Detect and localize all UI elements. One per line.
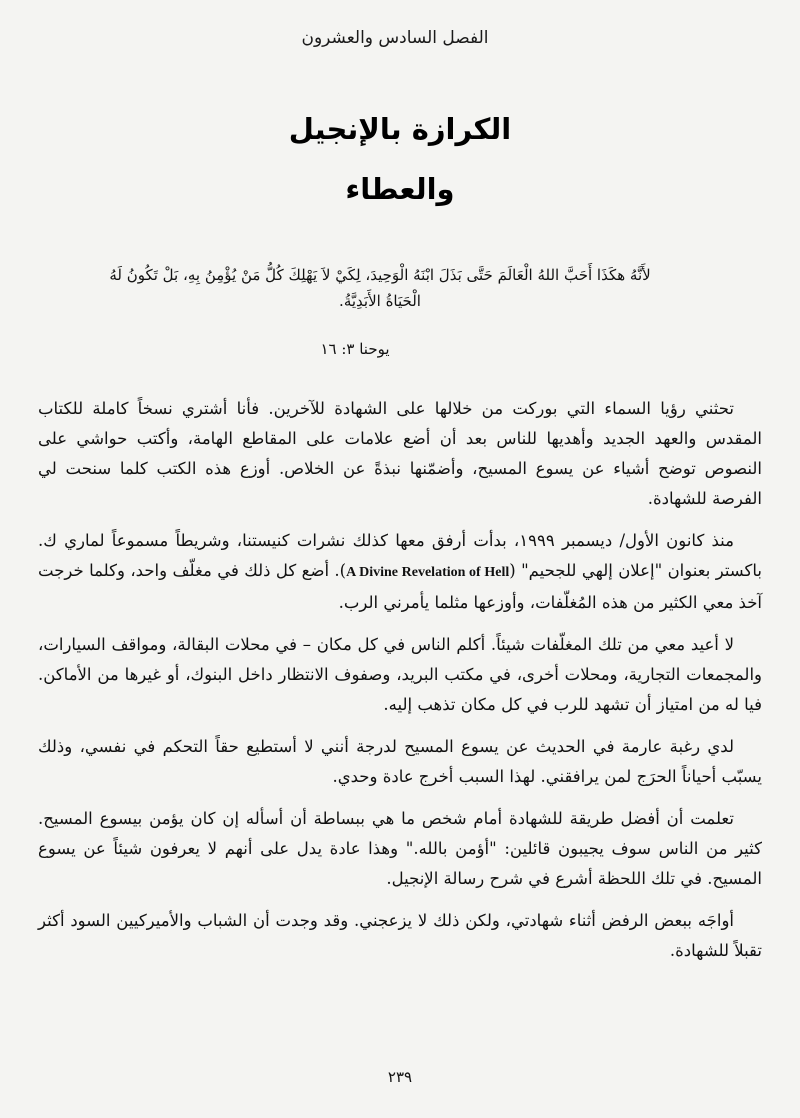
epigraph-reference: يوحنا ٣: ١٦ (320, 340, 390, 358)
paragraph: تعلمت أن أفضل طريقة للشهادة أمام شخص ما هي ببساطة أن أسأله إن كان يؤمن بيسوع المسيح. كثير من الناس سوف يجيبون قائلين: "أؤمن بالله." وهذا عادة يدل على أنهم لا يعرفون شيئاً عن يسوع المسيح. في تلك اللحظة أشرع في شرح رسالة الإنجيل. (38, 809, 762, 888)
paragraph-text: منذ كانون الأول/ ديسمبر ١٩٩٩، بدأت أرفق معها كذلك نشرات كنيستنا، وشريطاً مسموعاً لماري ك. باكستر بعنوان "إعلان إلهي للجحيم" ( (38, 531, 762, 580)
paragraph: لدي رغبة عارمة في الحديث عن يسوع المسيح لدرجة أنني لا أستطيع حقاً التحكم في نفسي، وذلك يسبّب أحياناً الحرَج لمن يرافقني. لهذا السبب أخرج عادة وحدي. (38, 737, 762, 786)
english-book-title: A Divine Revelation of Hell (346, 565, 510, 580)
epigraph-verse: لأَنَّهُ هكَذَا أَحَبَّ اللهُ الْعَالَمَ حَتَّى بَذَلَ ابْنَهُ الْوَحِيدَ، لِكَيْ لاَ يَهْلِكَ كُلُّ مَنْ يُؤْمِنُ بِهِ، بَلْ تَكُونُ لَهُ الْحَيَاةُ الأَبَدِيَّةُ. (109, 266, 651, 310)
paragraph (38, 526, 762, 618)
chapter-title-line-2: والعطاء (345, 172, 455, 206)
chapter-title-line-1: الكرازة بالإنجيل (288, 112, 512, 146)
paragraph: أواجَه ببعض الرفض أثناء شهادتي، ولكن ذلك لا يزعجني. وقد وجدت أن الشباب والأميركيين السود أكثر تقبلاً للشهادة. (38, 911, 762, 960)
body-text (38, 394, 762, 978)
paragraph: تحثني رؤيا السماء التي بوركت من خلالها على الشهادة للآخرين. فأنا أشتري نسخاً كاملة للكتاب المقدس والعهد الجديد وأهديها للناس بعد أن أضع علامات على المقاطع الهامة، وأكتب حواشي على النصوص توضح أشياء عن يسوع المسيح، وأضمّنها نبذةً عن الخلاص. أوزع هذه الكتب كلما سنحت لي الفرصة للشهادة. (38, 399, 762, 508)
paragraph: لا أعيد معي من تلك المغلّفات شيئاً. أكلم الناس في كل مكان – في محلات البقالة، ومواقف السيارات، والمجمعات التجارية، ومحلات أخرى، في مكتب البريد، وصفوف الانتظار داخل البنوك، أو غيرها من الأماكن. فيا له من امتياز أن تشهد للرب في كل مكان تذهب إليه. (38, 635, 762, 714)
page-number: ٢٣٩ (387, 1068, 413, 1086)
paragraph-text: ). أضع كل ذلك في مغلّف واحد، وكلما خرجت آخذ معي الكثير من هذه المُغلّفات، وأوزعها مثلما يأمرني الرب. (38, 561, 762, 612)
running-head: الفصل السادس والعشرون (301, 28, 489, 48)
